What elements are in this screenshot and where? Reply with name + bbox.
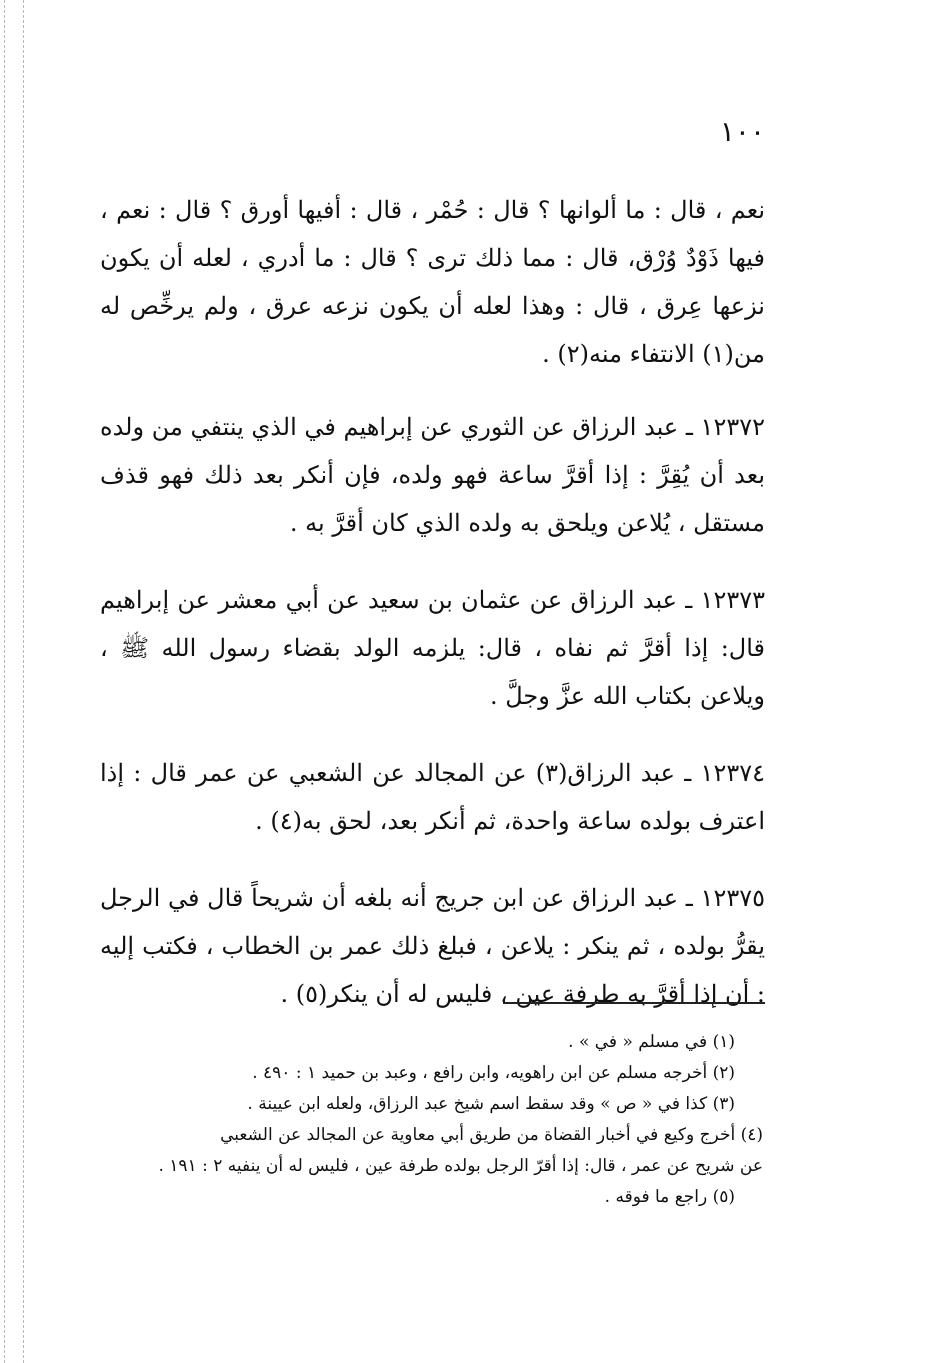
page-number: ١٠٠	[719, 115, 765, 148]
footnote-4: (٤) أخرج وكيع في أخبار القضاة من طريق أبي معاوية عن المجالد عن الشعبي	[220, 1125, 763, 1145]
paragraph-12375: ١٢٣٧٥ ـ عبد الرزاق عن ابن جريج أنه بلغه أن شريحاً قال في الرجل يقرُّ بولده ، ثم ينكر : يلاعن ، فبلغ ذلك عمر بن الخطاب ، فكتب إليه : أن إذا أقرَّ به طرفة عين ، فليس له أن ينكر(٥) .	[100, 884, 765, 1008]
footnote-1: (١) في مسلم « في » .	[568, 1032, 735, 1052]
footnote-separator	[503, 1002, 765, 1004]
document-page	[100, 0, 765, 1363]
page-edge-line	[23, 0, 24, 1363]
footnote-3: (٣) كذا في « ص » وقد سقط اسم شيخ عبد الرزاق، ولعله ابن عيينة .	[247, 1094, 735, 1114]
footnote-4-continuation: عن شريح عن عمر ، قال: إذا أقرّ الرجل بولده طرفة عين ، فليس له أن ينفيه ٢ : ١٩١ .	[158, 1156, 763, 1176]
paragraph-12373: ١٢٣٧٣ ـ عبد الرزاق عن عثمان بن سعيد عن أبي معشر عن إبراهيم قال: إذا أقرَّ ثم نفاه ، قال: يلزمه الولد بقضاء رسول الله ﷺ ، ويلاعن بكتاب الله عزَّ وجلَّ .	[100, 586, 765, 710]
footnote-5: (٥) راجع ما فوقه .	[604, 1187, 735, 1207]
paragraph-12374: ١٢٣٧٤ ـ عبد الرزاق(٣) عن المجالد عن الشعبي عن عمر قال : إذا اعترف بولده ساعة واحدة، ثم أنكر بعد، لحق به(٤) .	[100, 759, 765, 835]
paragraph-12372: ١٢٣٧٢ ـ عبد الرزاق عن الثوري عن إبراهيم في الذي ينتفي من ولده بعد أن يُقِرَّ : إذا أقرَّ ساعة فهو ولده، فإن أنكر بعد ذلك فهو قذف مستقل ، يُلاعن ويلحق به ولده الذي كان أقرَّ به .	[100, 413, 765, 537]
page-edge-line	[4, 0, 5, 1363]
main-text	[100, 186, 765, 1047]
footnotes	[95, 1027, 763, 1213]
footnote-2: (٢) أخرجه مسلم عن ابن راهويه، وابن رافع ، وعبد بن حميد ١ : ٤٩٠ .	[252, 1063, 735, 1083]
paragraph-continuation: نعم ، قال : ما ألوانها ؟ قال : حُمْر ، قال : أفيها أورق ؟ قال : نعم ، فيها ذَوْدٌ وُرْق، قال : مما ذلك ترى ؟ قال : ما أدري ، لعله أن يكون نزعها عِرق ، قال : وهذا لعله أن يكون نزعه عرق ، ولم يرخِّص له من(١) الانتفاء منه(٢) .	[100, 196, 765, 368]
